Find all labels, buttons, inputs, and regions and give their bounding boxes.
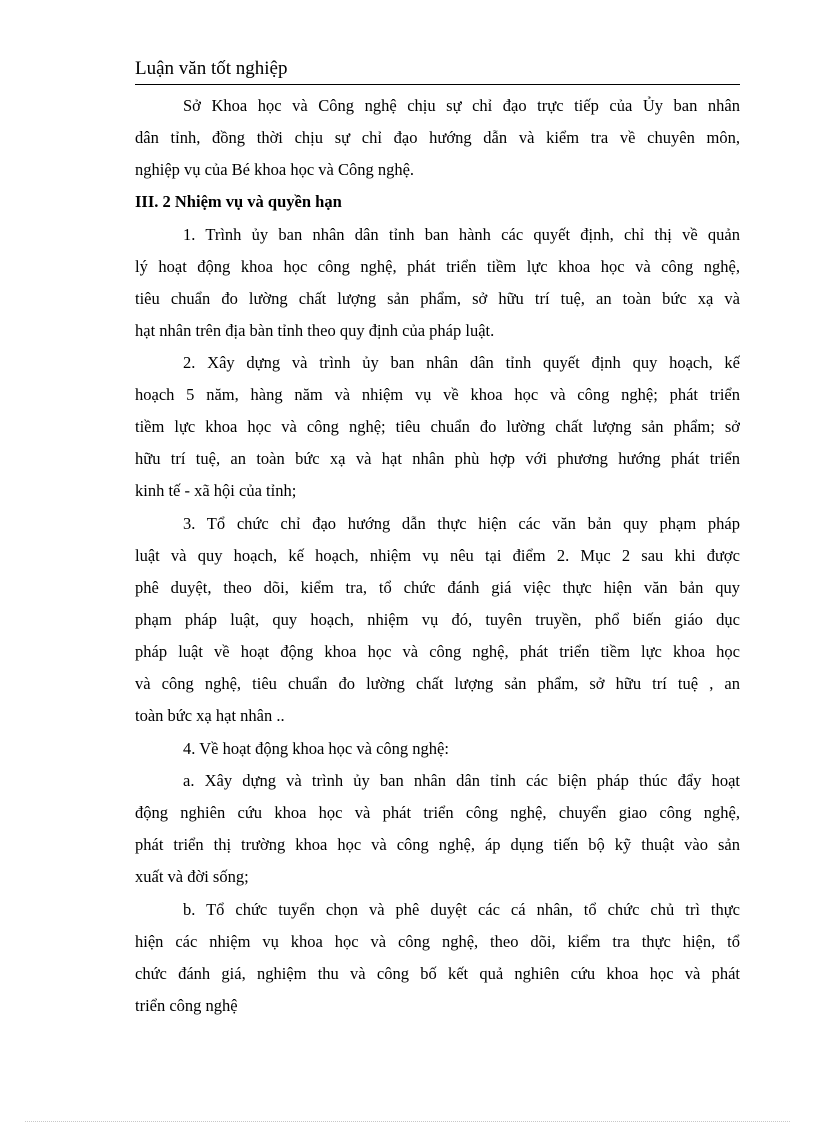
text-line: hữu trí tuệ, an toàn bức xạ và hạt nhân phù hợp với phương hướng phát triển [135, 449, 740, 468]
text-line: b. Tổ chức tuyển chọn và phê duyệt các cá nhân, tổ chức chủ trì thực [183, 900, 740, 919]
page-header [135, 58, 740, 85]
text-line: tiêu chuẩn đo lường chất lượng sản phẩm, sở hữu trí tuệ, an toàn bức xạ và [135, 289, 740, 308]
text-line: lý hoạt động khoa học công nghệ, phát triển tiềm lực khoa học và công nghệ, [135, 257, 740, 276]
text-line: hiện các nhiệm vụ khoa học và công nghệ, theo dõi, kiểm tra thực hiện, tổ [135, 932, 740, 951]
text-line: hoạch 5 năm, hàng năm và nhiệm vụ về khoa học và công nghệ; phát triển [135, 385, 740, 404]
text-line: pháp luật về hoạt động khoa học và công nghệ, phát triển tiềm lực khoa học [135, 642, 740, 661]
text-line: nghiệp vụ của Bé khoa học và Công nghệ. [135, 160, 415, 179]
header-title: Luận văn tốt nghiệp [135, 58, 288, 79]
text-line: động nghiên cứu khoa học và phát triển công nghệ, chuyển giao công nghệ, [135, 803, 740, 822]
text-line: Sở Khoa học và Công nghệ chịu sự chỉ đạo trực tiếp của Ủy ban nhân [183, 96, 740, 115]
text-line: kinh tế - xã hội của tỉnh; [135, 481, 297, 500]
text-line: phạm pháp luật, quy hoạch, nhiệm vụ đó, tuyên truyền, phổ biến giáo dục [135, 610, 740, 629]
text-line: tiềm lực khoa học và công nghệ; tiêu chuẩn đo lường chất lượng sản phẩm; sở [135, 417, 740, 436]
text-line: triển công nghệ [135, 996, 238, 1015]
page-bottom-divider [25, 1121, 790, 1122]
text-line: chức đánh giá, nghiệm thu và công bố kết quả nghiên cứu khoa học và phát [135, 964, 740, 983]
text-line: phê duyệt, theo dõi, kiểm tra, tổ chức đánh giá việc thực hiện văn bản quy [135, 578, 740, 597]
text-line: hạt nhân trên địa bàn tỉnh theo quy định của pháp luật. [135, 321, 495, 340]
text-line: dân tỉnh, đồng thời chịu sự chỉ đạo hướng dẫn và kiểm tra về chuyên môn, [135, 128, 740, 147]
text-line: 3. Tổ chức chỉ đạo hướng dẫn thực hiện các văn bản quy phạm pháp [183, 514, 740, 533]
text-line: phát triển thị trường khoa học và công nghệ, áp dụng tiến bộ kỹ thuật vào sản [135, 835, 740, 854]
text-line: và công nghệ, tiêu chuẩn đo lường chất lượng sản phẩm, sở hữu trí tuệ , an [135, 674, 740, 693]
text-line: 2. Xây dựng và trình ủy ban nhân dân tỉnh quyết định quy hoạch, kế [183, 353, 740, 372]
text-line: toàn bức xạ hạt nhân .. [135, 706, 285, 725]
text-line: 4. Về hoạt động khoa học và công nghệ: [183, 739, 449, 758]
text-line: 1. Trình ủy ban nhân dân tỉnh ban hành các quyết định, chỉ thị về quản [183, 225, 740, 244]
text-line: xuất và đời sống; [135, 867, 249, 886]
text-line: luật và quy hoạch, kế hoạch, nhiệm vụ nêu tại điểm 2. Mục 2 sau khi được [135, 546, 740, 565]
section-heading: III. 2 Nhiệm vụ và quyền hạn [135, 192, 342, 211]
text-line: a. Xây dựng và trình ủy ban nhân dân tỉnh các biện pháp thúc đẩy hoạt [183, 771, 740, 790]
